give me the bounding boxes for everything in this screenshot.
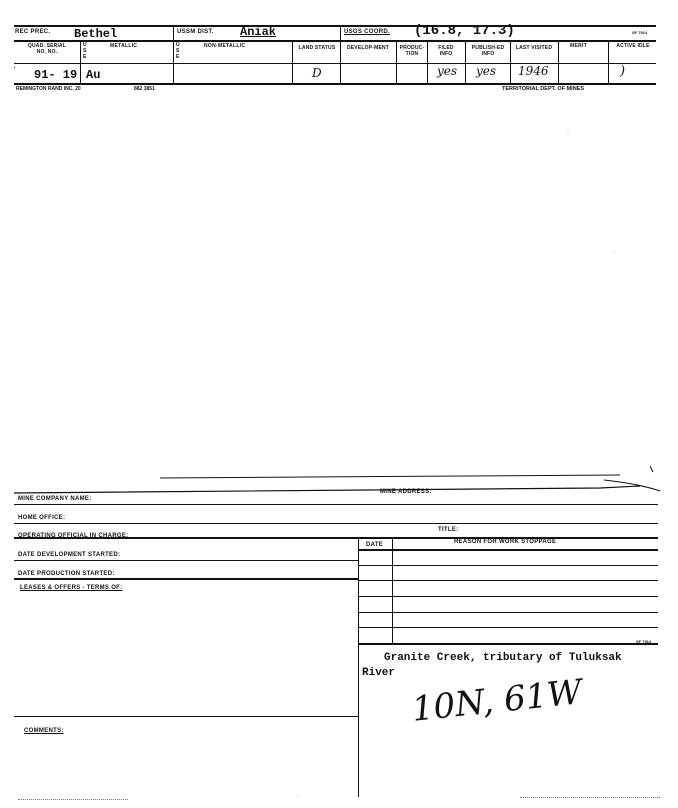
date-development-label: DATE DEVELOPMENT STARTED: xyxy=(18,552,121,558)
use-marker-metallic: U S E xyxy=(83,42,87,60)
last-visited-value: 1946 xyxy=(518,64,549,78)
date-column-label: DATE xyxy=(366,542,384,548)
divider xyxy=(358,537,359,797)
comments-label: COMMENTS: xyxy=(24,728,64,734)
rec-prec-label: REC PREC. xyxy=(15,29,51,35)
date-production-label: DATE PRODUCTION STARTED: xyxy=(18,571,115,577)
scan-speck: · xyxy=(614,250,616,256)
column-rule xyxy=(14,63,656,64)
location-note-line1: Granite Creek, tributary of Tuluksak xyxy=(384,652,622,664)
divider-line xyxy=(14,578,358,580)
divider-line xyxy=(358,580,658,581)
col-published-info: PUBLISH-ED INFO xyxy=(471,45,505,57)
divider-line xyxy=(14,504,658,505)
printer-label: REMINGTON RAND INC. 20 xyxy=(16,86,81,92)
land-status-value: D xyxy=(312,66,322,80)
township-handwritten: 10N, 61W xyxy=(410,672,584,730)
usgs-coord-value: (16.8, 17.3) xyxy=(414,23,515,39)
form-number: SF 7914 xyxy=(632,30,648,35)
col-metallic: METALLIC xyxy=(110,43,138,49)
active-idle-value: ) xyxy=(620,64,626,79)
quad-serial-value: 91- 19 xyxy=(34,68,78,82)
card-edge-lines xyxy=(0,460,678,500)
usgs-coord-label: USGS COORD. xyxy=(344,29,390,35)
col-filed-info: FILED INFO xyxy=(438,45,454,57)
divider-line xyxy=(358,612,658,613)
col-quad-serial-line1: QUAD. SERIAL xyxy=(27,43,67,49)
reason-column-label: REASON FOR WORK STOPPAGE xyxy=(454,539,557,545)
divider xyxy=(465,40,466,83)
bottom-rule xyxy=(14,83,656,85)
published-info-value: yes xyxy=(476,64,497,78)
operating-official-label: OPERATING OFFICIAL IN CHARGE: xyxy=(18,533,129,539)
divider xyxy=(608,40,609,83)
divider xyxy=(340,40,341,83)
printer-codes: 882 3851 xyxy=(134,86,155,92)
divider xyxy=(292,40,293,83)
back-form-number: SF 7914 xyxy=(636,639,652,644)
filed-info-value: yes xyxy=(437,64,458,78)
ussm-dist-value: Aniak xyxy=(240,25,277,39)
divider-line xyxy=(358,627,658,628)
department-label: TERRITORIAL DEPT. OF MINES xyxy=(502,86,584,92)
divider-line xyxy=(358,643,658,645)
col-quad-serial-line2: NO. NO. xyxy=(36,49,58,55)
divider xyxy=(80,40,81,83)
bullet-dot: · xyxy=(13,62,17,73)
location-note-line2: River xyxy=(362,667,396,679)
divider xyxy=(396,40,397,83)
metallic-value: Au xyxy=(86,68,101,82)
col-merit: MERIT xyxy=(570,43,588,49)
divider xyxy=(558,40,559,83)
rec-prec-value: Bethel xyxy=(74,27,118,41)
col-quad-serial xyxy=(16,43,78,55)
divider xyxy=(427,40,428,83)
scan-speck: · xyxy=(567,130,569,136)
col-nonmetallic: NON-METALLIC xyxy=(204,43,246,49)
divider-line xyxy=(358,596,658,597)
mine-address-label: MINE ADDRESS: xyxy=(380,489,432,495)
scan-noise xyxy=(520,797,660,800)
ussm-dist-label: USSM DIST. xyxy=(177,29,214,35)
leases-label: LEASES & OFFERS - TERMS OF: xyxy=(20,585,123,591)
col-land-status: LAND STATUS xyxy=(298,45,336,51)
col-active-idle: ACTIVE IDLE xyxy=(616,43,650,49)
divider-line xyxy=(358,565,658,566)
scan-speck: · xyxy=(296,794,298,800)
divider-line xyxy=(14,716,358,717)
col-production: PRODUC-TION xyxy=(399,45,425,57)
divider xyxy=(510,40,511,83)
divider xyxy=(173,25,174,83)
divider-line xyxy=(14,523,658,524)
home-office-label: HOME OFFICE: xyxy=(18,515,66,521)
mine-company-name-label: MINE COMPANY NAME: xyxy=(18,496,92,502)
divider-line xyxy=(358,549,658,551)
scan-noise xyxy=(18,799,128,802)
divider-line xyxy=(14,537,658,539)
divider xyxy=(340,25,341,40)
title-label: TITLE: xyxy=(438,527,459,533)
use-marker-nonmetallic: U S E xyxy=(176,42,180,60)
divider-line xyxy=(14,560,358,561)
col-development: DEVELOP-MENT xyxy=(346,45,390,51)
col-last-visited: LAST VISITED xyxy=(515,45,553,51)
